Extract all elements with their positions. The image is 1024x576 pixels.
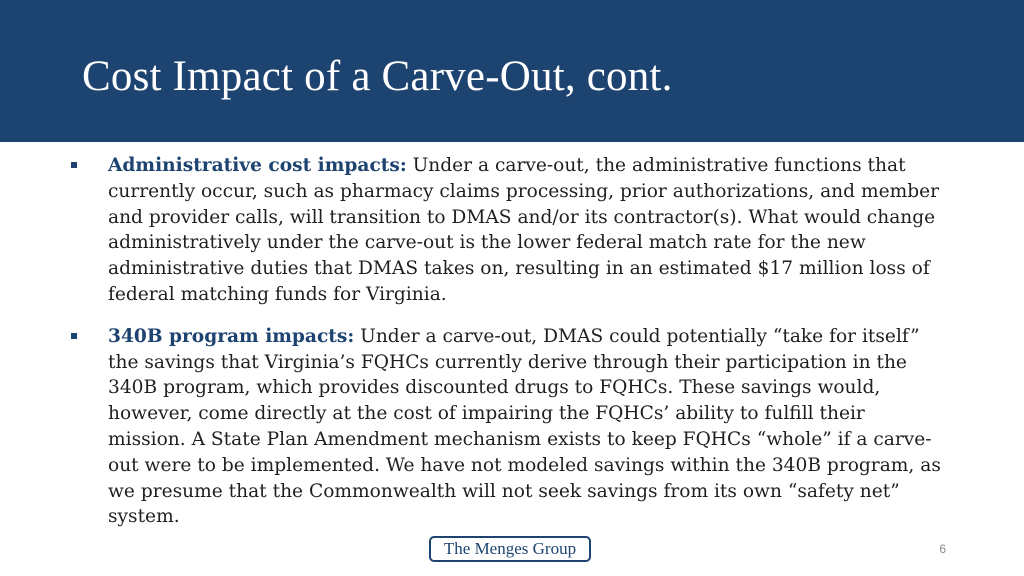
bullet-item-340b: [108, 324, 948, 530]
square-bullet-icon: [71, 333, 77, 339]
bullet-lead: 340B program impacts:: [108, 325, 355, 347]
company-logo: The Menges Group: [429, 536, 591, 562]
title-banner: [0, 0, 1024, 142]
slide-title: Cost Impact of a Carve-Out, cont.: [82, 53, 673, 100]
bullet-text: Under a carve-out, DMAS could potentially “take for itself” the savings that Virginia’s FQHCs currently derive through their participation in the 340B program, which provides discounted drugs to FQHCs. These savings would, however, come directly at the cost of impairing the FQHCs’ ability to fulfill their mission. A State Plan Amendment mechanism exists to keep FQHCs “whole” if a carve-out were to be implemented. We have not modeled savings within the 340B program, as we presume that the Commonwealth will not seek savings from its own “safety net” system.: [108, 325, 941, 528]
bullet-item-administrative: [108, 153, 948, 308]
bullet-list: [0, 153, 1024, 530]
page-number: 6: [939, 542, 946, 556]
bullet-lead: Administrative cost impacts:: [108, 155, 407, 176]
square-bullet-icon: [71, 162, 77, 168]
bullet-text: Under a carve-out, the administrative functions that currently occur, such as pharmacy claims processing, prior authorizations, and member and provider calls, will transition to DMAS and/or its contractor(s). What would change administratively under the carve-out is the lower federal match rate for the new administrative duties that DMAS takes on, resulting in an estimated $17 million loss of federal matching funds for Virginia.: [108, 155, 940, 305]
